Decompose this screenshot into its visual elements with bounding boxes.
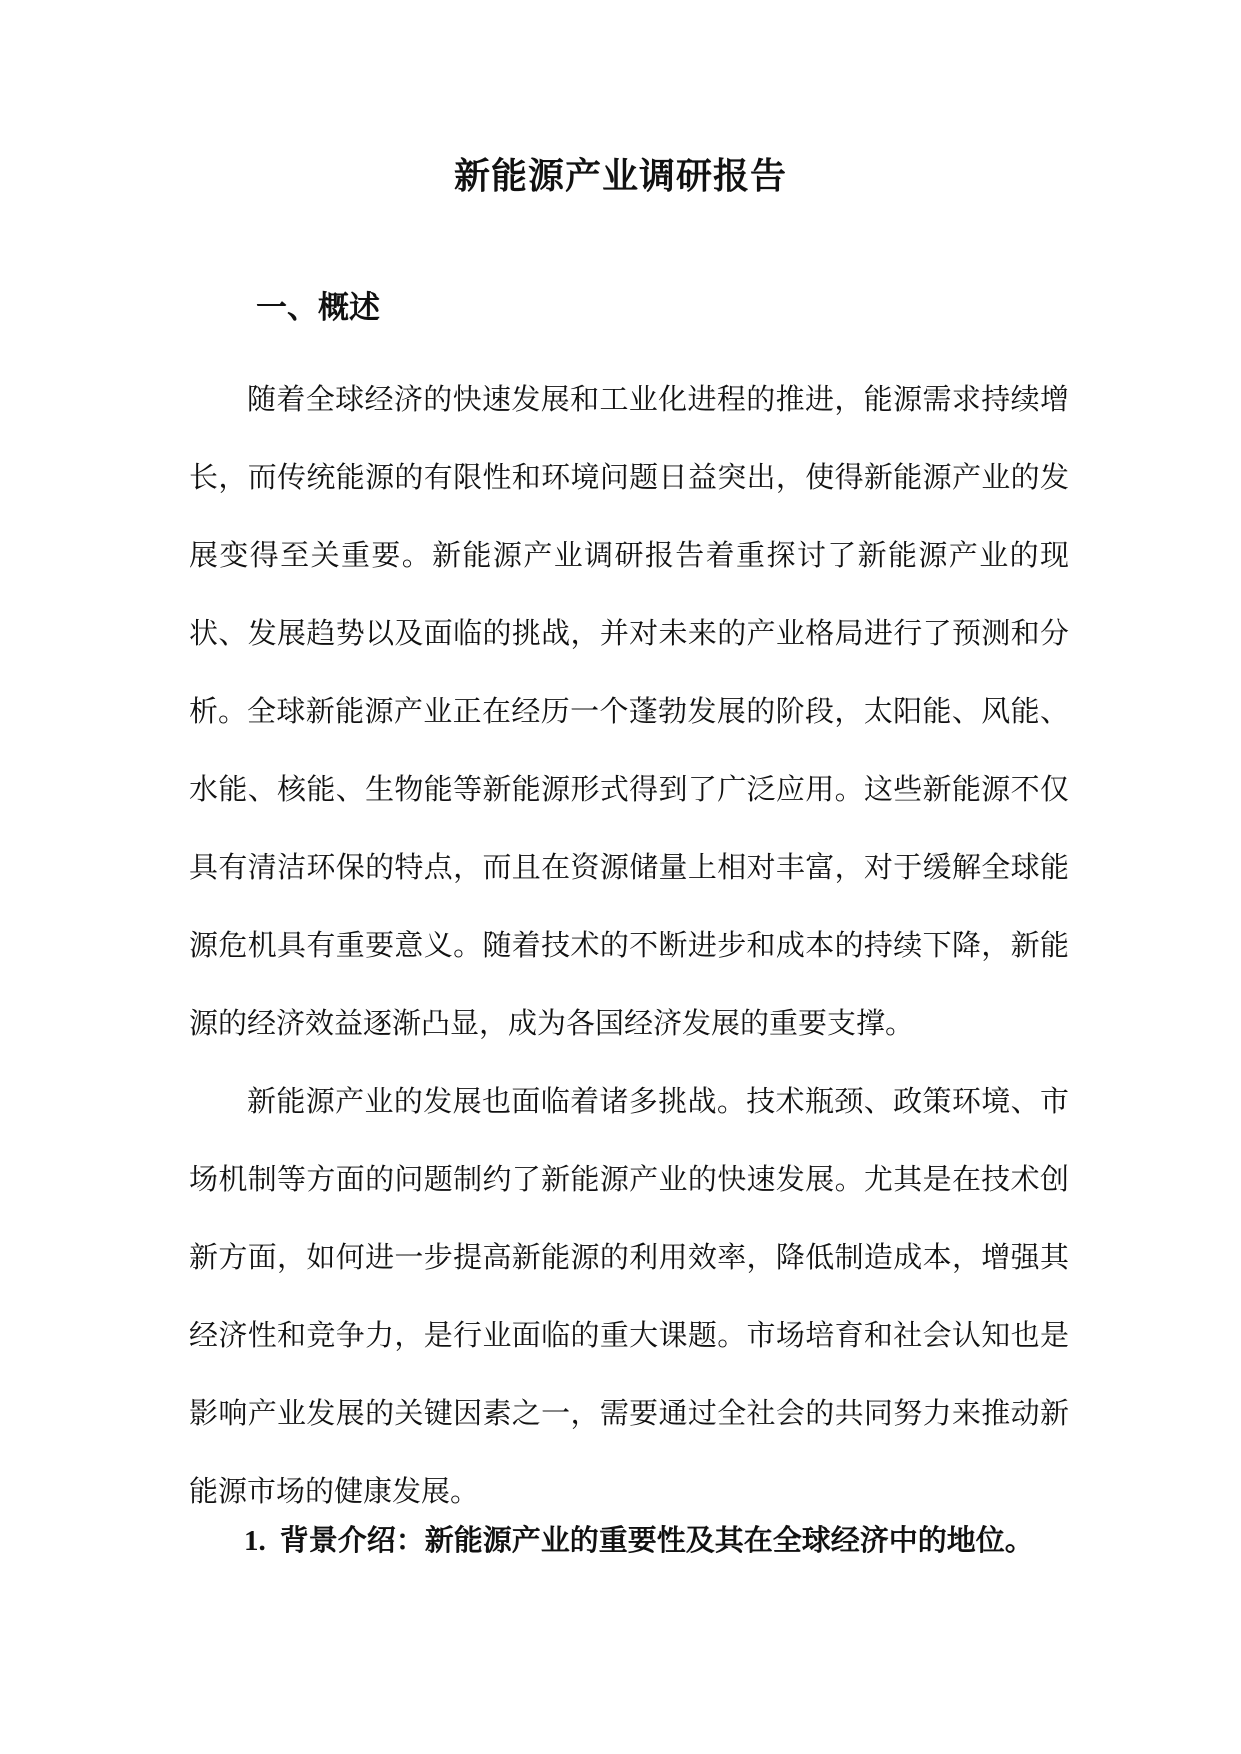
- paragraph-2: 全球新能源产业正在经历一个蓬勃发展的阶段，太阳能、风能、水能、核能、生物能等新能源形式得到了广泛应用。这些新能源不仅具有清洁环保的特点，而且在资源储量上相对丰富，对于缓解全球能源危机具有重要意义。随着技术的不断进步和成本的持续下降，新能源的经济效益逐渐凸显，成为各国经济发展的重要支撑。: [189, 694, 1069, 1040]
- paragraph-3: 新能源产业的发展也面临着诸多挑战。技术瓶颈、政策环境、市场机制等方面的问题制约了新能源产业的快速发展。尤其是在技术创新方面，如何进一步提高新能源的利用效率，降低制造成本，增强其经济性和竞争力，是行业面临的重大课题。市场培育和社会认知也是影响产业发展的关键因素之一，需要通过全社会的共同努力来推动新能源市场的健康发展。: [189, 1084, 1069, 1508]
- paragraph-1: 随着全球经济的快速发展和工业化进程的推进，能源需求持续增长，而传统能源的有限性和环境问题日益突出，使得新能源产业的发展变得至关重要。新能源产业调研报告着重探讨了新能源产业的现状、发展趋势以及面临的挑战，并对未来的产业格局进行了预测和分析。: [189, 382, 1069, 728]
- section-heading: 一、概述: [256, 290, 380, 326]
- document-title: 新能源产业调研报告: [453, 155, 787, 197]
- subsection-text: 背景介绍：新能源产业的重要性及其在全球经济中的地位。: [279, 1523, 1034, 1557]
- subsection-heading: [244, 1518, 1034, 1559]
- subsection-number: 1.: [244, 1525, 266, 1557]
